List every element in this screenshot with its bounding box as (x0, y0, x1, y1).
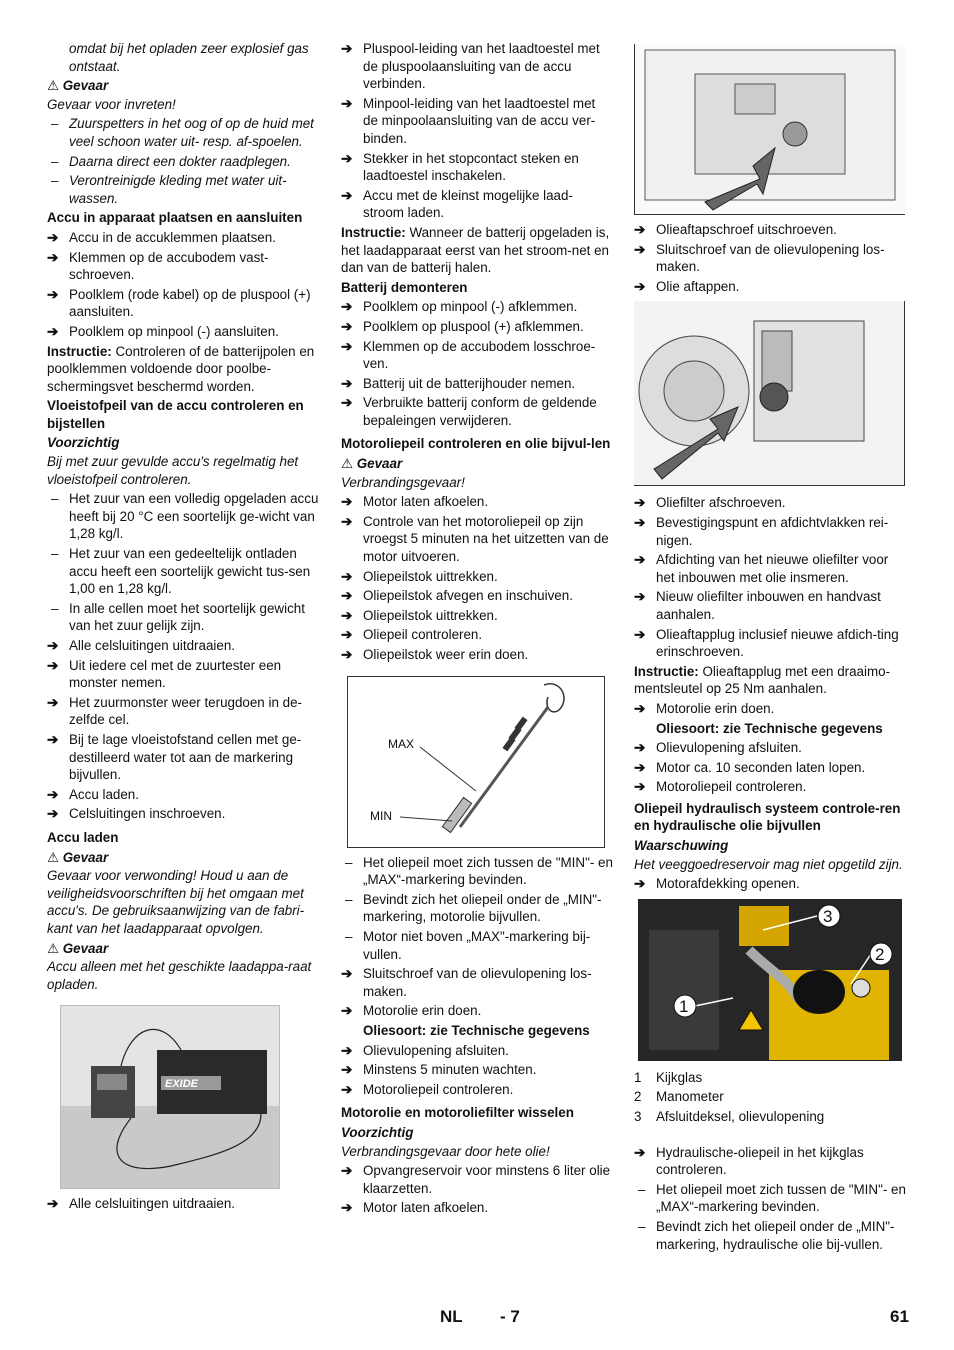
step-item (341, 375, 613, 393)
arrow-icon: ➔ (47, 249, 59, 265)
arrow-icon: ➔ (341, 150, 353, 166)
item-text: Bevindt zich het oliepeil onder de „MIN"-markering, hydraulische olie bij-vullen. (656, 1219, 895, 1252)
arrow-icon: ➔ (634, 589, 646, 605)
footer-page-number: 61 (890, 1307, 909, 1326)
step-item (634, 514, 906, 549)
item-text: Het zuurmonster weer terugdoen in de-zelfde cel. (69, 694, 302, 728)
arrow-icon: ➔ (634, 759, 646, 775)
arrow-icon: ➔ (47, 323, 59, 339)
step-item (634, 778, 906, 796)
step-list (47, 1195, 323, 1213)
step-item (341, 40, 613, 93)
item-text: Oliepeilstok weer erin doen. (363, 647, 529, 662)
instruction-note: Instructie: Wanneer de batterij opgeladen is, het laadapparaat eerst van het stroom-net en dan van de batterij halen. (341, 224, 610, 276)
arrow-icon: ➔ (47, 1196, 59, 1212)
step-item (634, 551, 906, 586)
arrow-icon: ➔ (341, 494, 353, 510)
item-text: Sluitschroef van de olievulopening los-maken. (363, 966, 592, 999)
dash-list (47, 490, 323, 635)
arrow-icon: ➔ (341, 1200, 353, 1216)
step-item (634, 494, 906, 512)
item-text: Het zuur van een volledig opgeladen accu heeft bij 20 °C een soortelijk ge-wicht van 1,28 kg/l. (69, 491, 319, 542)
legend-item (634, 1108, 906, 1126)
dash-item (47, 172, 323, 207)
arrow-icon: ➔ (341, 299, 353, 315)
dash-icon: – (51, 491, 59, 507)
arrow-icon: ➔ (341, 1042, 353, 1058)
arrow-icon: ➔ (341, 318, 353, 334)
legend-number: 2 (634, 1089, 642, 1105)
caution-heading: Voorzichtig (341, 1124, 414, 1140)
dash-item (634, 1218, 906, 1253)
step-list (47, 637, 323, 823)
step-item (47, 229, 323, 247)
arrow-icon: ➔ (47, 229, 59, 245)
arrow-icon: ➔ (47, 638, 59, 653)
section-heading: Oliepeil hydraulisch systeem controle-ren en hydraulische olie bijvullen (634, 800, 901, 834)
arrow-icon: ➔ (341, 338, 353, 354)
oil-type-note: Oliesoort: zie Technische gegevens (656, 720, 883, 736)
warning-text: Gevaar voor invreten! (47, 96, 176, 112)
step-item (341, 513, 613, 566)
step-list (341, 1162, 613, 1217)
step-item (341, 1081, 613, 1099)
battery-brand-label: EXIDE (165, 1078, 199, 1091)
step-list (341, 493, 613, 663)
item-text: Opvangreservoir voor minstens 6 liter olie klaarzetten. (363, 1163, 611, 1196)
section-heading: Batterij demonteren (341, 279, 468, 295)
arrow-icon: ➔ (47, 806, 59, 822)
item-text: Stekker in het stopcontact steken en laadtoestel inschakelen. (363, 150, 579, 184)
legend-item (634, 1088, 906, 1106)
dash-icon: – (345, 891, 353, 907)
step-item (47, 805, 323, 823)
step-item (341, 626, 613, 644)
column-1 (47, 40, 323, 1215)
arrow-icon: ➔ (634, 626, 646, 642)
item-text: In alle cellen moet het soortelijk gewicht van het zuur gelijk zijn. (69, 600, 305, 634)
step-item (341, 187, 613, 222)
footer-local-page: - 7 (500, 1307, 520, 1326)
drain-plug-drawing (634, 44, 905, 215)
arrow-icon: ➔ (634, 876, 646, 892)
arrow-icon: ➔ (341, 513, 353, 529)
dash-item (47, 115, 323, 150)
instruction-note: Instructie: Olieaftapplug met een draaimo-mentsleutel op 25 Nm aanhalen. (634, 663, 891, 697)
item-text: Bevestigingspunt en afdichtvlakken rei-nigen. (656, 514, 889, 548)
dash-icon: – (51, 546, 59, 562)
caution-text: Verbrandingsgevaar door hete olie! (341, 1143, 550, 1159)
arrow-icon: ➔ (634, 495, 646, 511)
step-item (341, 394, 613, 429)
legend-number: 1 (634, 1069, 642, 1085)
arrow-icon: ➔ (341, 1062, 353, 1078)
dipstick-figure (347, 676, 605, 848)
item-text: Motor niet boven „MAX"-markering bij-vullen. (363, 928, 591, 962)
item-text: Motorafdekking openen. (656, 876, 800, 892)
step-list (341, 965, 613, 1020)
item-text: Daarna direct een dokter raadplegen. (69, 153, 291, 169)
item-text: Minstens 5 minuten wachten. (363, 1062, 537, 1078)
item-text: Accu met de kleinst mogelijke laad-stroom laden. (363, 187, 573, 221)
legend-text: Afsluitdeksel, olievulopening (656, 1109, 825, 1125)
column-2 (341, 40, 613, 1219)
arrow-icon: ➔ (47, 786, 59, 802)
step-item (341, 1162, 613, 1197)
arrow-icon: ➔ (47, 694, 59, 710)
step-item (47, 323, 323, 341)
item-text: Motor ca. 10 seconden laten lopen. (656, 759, 866, 775)
column-3 (634, 44, 906, 1255)
section-heading: Motorolie en motoroliefilter wisselen (341, 1105, 574, 1121)
item-text: Sluitschroef van de olievulopening los-maken. (656, 241, 885, 275)
step-item (341, 1042, 613, 1060)
dash-item (341, 891, 613, 926)
item-text: Olievulopening afsluiten. (363, 1042, 509, 1058)
step-item (634, 278, 906, 296)
item-text: Hydraulische-oliepeil in het kijkglas controleren. (656, 1144, 864, 1178)
warning-text: Gevaar voor verwonding! Houd u aan de veiligheidsvoorschriften bij het omgaan met accu's. De gebruiksaanwijzing van de fabri-kant van het laadapparaat opvolgen. (47, 868, 305, 936)
item-text: Accu laden. (69, 786, 139, 802)
dash-item (634, 1181, 906, 1216)
dash-item (47, 490, 323, 543)
arrow-icon: ➔ (341, 588, 353, 604)
caution-text: Bij met zuur gevulde accu's regelmatig het vloeistofpeil controleren. (47, 454, 299, 487)
section-heading: Accu in apparaat plaatsen en aansluiten (47, 210, 303, 226)
item-text: Het zuur van een gedeeltelijk ontladen accu heeft een soortelijk gewicht tus-sen 1,00 en 1,28 kg/l. (69, 546, 311, 597)
arrow-icon: ➔ (341, 187, 353, 203)
step-item (634, 759, 906, 777)
callout-3: 3 (823, 906, 833, 926)
item-text: Motoroliepeil controleren. (363, 1081, 514, 1097)
instruction-note: Instructie: Controleren of de batterijpolen en poolklemmen voldoende door poolbe-schermingsvet beschermd worden. (47, 343, 315, 394)
step-item (634, 588, 906, 623)
callout-2: 2 (875, 944, 885, 964)
item-text: Poolklem (rode kabel) op de pluspool (+) aansluiten. (69, 286, 311, 320)
item-text: Olieaftapplug inclusief nieuwe afdich-ting erinschroeven. (656, 626, 899, 660)
step-item (47, 249, 323, 284)
legend-text: Kijkglas (656, 1069, 703, 1085)
arrow-icon: ➔ (341, 1003, 353, 1019)
step-list (341, 40, 613, 222)
step-item (47, 1195, 323, 1213)
section-heading: Vloeistofpeil van de accu controleren en bijstellen (47, 398, 304, 431)
step-item (47, 637, 323, 655)
step-item (47, 657, 323, 692)
item-text: Alle celsluitingen uitdraaien. (69, 1196, 235, 1212)
item-text: Oliepeilstok uittrekken. (363, 607, 498, 623)
step-item (341, 318, 613, 336)
arrow-icon: ➔ (341, 41, 353, 56)
dash-icon: – (638, 1181, 646, 1197)
step-item (341, 607, 613, 625)
item-text: Oliepeilstok afvegen en inschuiven. (363, 588, 573, 604)
arrow-icon: ➔ (634, 514, 646, 530)
arrow-icon: ➔ (47, 657, 59, 673)
item-text: Oliepeil controleren. (363, 627, 483, 643)
arrow-icon: ➔ (341, 395, 353, 411)
dash-icon: – (345, 854, 353, 870)
arrow-icon: ➔ (341, 1081, 353, 1097)
legend-number: 3 (634, 1109, 642, 1125)
arrow-icon: ➔ (47, 286, 59, 302)
step-item (634, 875, 906, 893)
step-list (341, 298, 613, 429)
arrow-icon: ➔ (634, 241, 646, 257)
item-text: Olie aftappen. (656, 278, 740, 294)
step-item (634, 626, 906, 661)
dash-icon: – (51, 153, 59, 169)
intro-text: omdat bij het opladen zeer explosief gas ontstaat. (69, 41, 309, 74)
step-item (634, 241, 906, 276)
warning-icon: ⚠ (47, 78, 60, 94)
dash-list (47, 115, 323, 207)
step-item (341, 646, 613, 664)
figure-legend (634, 1069, 906, 1126)
max-label: MAX (388, 736, 415, 751)
dash-item (341, 928, 613, 963)
step-item (341, 493, 613, 511)
item-text: Olievulopening afsluiten. (656, 740, 802, 756)
step-item (47, 731, 323, 784)
step-item (341, 568, 613, 586)
item-text: Accu in de accuklemmen plaatsen. (69, 229, 276, 245)
warning-icon: ⚠ (47, 940, 60, 956)
arrow-icon: ➔ (341, 647, 353, 662)
item-text: Verontreinigde kleding met water uit-wassen. (69, 173, 287, 206)
step-item (341, 965, 613, 1000)
item-text: Motorolie erin doen. (363, 1003, 482, 1019)
legend-text: Manometer (656, 1089, 724, 1105)
warning-heading: Waarschuwing (634, 838, 729, 854)
step-item (341, 298, 613, 316)
arrow-icon: ➔ (634, 552, 646, 568)
dash-list (341, 854, 613, 964)
step-item (47, 286, 323, 321)
arrow-icon: ➔ (634, 740, 646, 756)
item-text: Motor laten afkoelen. (363, 494, 489, 510)
arrow-icon: ➔ (341, 627, 353, 643)
dash-item (341, 854, 613, 889)
item-text: Celsluitingen inschroeven. (69, 806, 226, 822)
caution-heading: Voorzichtig (47, 435, 120, 451)
step-list (47, 229, 323, 341)
item-text: Minpool-leiding van het laadtoestel met de minpoolaansluiting van de accu ver-binden. (363, 95, 596, 146)
dash-icon: – (51, 173, 59, 189)
item-text: Controle van het motoroliepeil op zijn vroegst 5 minuten na het uitzetten van de motor uitvoeren. (363, 513, 609, 565)
section-heading: Motoroliepeil controleren en olie bijvul-len (341, 436, 611, 452)
warning-icon: ⚠ (47, 849, 60, 865)
step-list (634, 875, 906, 893)
item-text: Klemmen op de accubodem vast-schroeven. (69, 249, 269, 283)
warning-heading: ⚠ Gevaar (341, 456, 403, 472)
step-item (341, 1002, 613, 1020)
arrow-icon: ➔ (341, 95, 353, 111)
step-list (634, 739, 906, 796)
item-text: Verbruikte batterij conform de geldende bepaleingen verwijderen. (363, 395, 597, 428)
warning-heading: ⚠ Gevaar (47, 849, 109, 865)
item-text: Olieaftapschroef uitschroeven. (656, 222, 837, 237)
item-text: Poolklem op minpool (-) afklemmen. (363, 299, 578, 315)
item-text: Het oliepeil moet zich tussen de "MIN"- en „MAX“-markering bevinden. (656, 1181, 906, 1215)
item-text: Het oliepeil moet zich tussen de "MIN"- en „MAX“-markering bevinden. (363, 854, 613, 888)
dash-list (634, 1181, 906, 1253)
step-item (634, 221, 906, 239)
warning-heading: ⚠ Gevaar (47, 940, 109, 956)
item-text: Bevindt zich het oliepeil onder de „MIN"-markering, motorolie bijvullen. (363, 891, 602, 925)
item-text: Motor laten afkoelen. (363, 1200, 489, 1216)
step-item (341, 95, 613, 148)
arrow-icon: ➔ (341, 966, 353, 982)
dash-icon: – (638, 1219, 646, 1234)
step-list (634, 700, 906, 718)
item-text: Motoroliepeil controleren. (656, 779, 807, 795)
step-list (634, 494, 906, 660)
arrow-icon: ➔ (47, 731, 59, 747)
dash-icon: – (51, 116, 59, 132)
footer-language: NL (440, 1307, 463, 1326)
step-item (634, 1144, 906, 1179)
arrow-icon: ➔ (634, 278, 646, 294)
item-text: Bij te lage vloeistofstand cellen met ge-destilleerd water tot aan de markering bijvullen. (69, 731, 302, 783)
item-text: Alle celsluitingen uitdraaien. (69, 638, 235, 653)
dash-item (47, 600, 323, 635)
dash-icon: – (345, 928, 353, 944)
hydraulic-tank-photo (638, 899, 902, 1061)
step-list (341, 1042, 613, 1099)
warning-text: Accu alleen met het geschikte laadappa-raat opladen. (47, 959, 312, 992)
item-text: Afdichting van het nieuwe oliefilter voor het inbouwen met olie insmeren. (656, 552, 889, 585)
arrow-icon: ➔ (341, 568, 353, 584)
warning-heading: ⚠ Gevaar (47, 78, 109, 94)
step-list (634, 221, 906, 295)
step-item (341, 150, 613, 185)
item-text: Pluspool-leiding van het laadtoestel met de pluspoolaansluiting van de accu verbinden. (363, 41, 600, 92)
step-item (341, 1061, 613, 1079)
item-text: Zuurspetters in het oog of op de huid met veel schoon water uit- resp. af-spoelen. (69, 116, 314, 149)
item-text: Uit iedere cel met de zuurtester een monster nemen. (69, 657, 282, 691)
item-text: Klemmen op de accubodem losschroe-ven. (363, 338, 596, 372)
item-text: Oliepeilstok uittrekken. (363, 568, 498, 584)
callout-1: 1 (679, 996, 689, 1016)
warning-text: Het veeggoedreservoir mag niet opgetild zijn. (634, 856, 903, 872)
step-item (47, 694, 323, 729)
warning-text: Verbrandingsgevaar! (341, 474, 465, 490)
arrow-icon: ➔ (341, 1163, 353, 1179)
dash-item (47, 153, 323, 171)
warning-icon: ⚠ (341, 456, 354, 472)
item-text: Batterij uit de batterijhouder nemen. (363, 375, 576, 391)
arrow-icon: ➔ (634, 222, 646, 237)
min-label: MIN (370, 808, 392, 823)
item-text: Oliefilter afschroeven. (656, 495, 786, 511)
dash-item (47, 545, 323, 598)
arrow-icon: ➔ (634, 700, 646, 716)
section-heading: Accu laden (47, 829, 119, 845)
legend-item (634, 1069, 906, 1087)
dash-icon: – (51, 600, 59, 616)
item-text: Poolklem op minpool (-) aansluiten. (69, 323, 279, 339)
oil-type-note: Oliesoort: zie Technische gegevens (363, 1022, 590, 1038)
step-item (634, 739, 906, 757)
arrow-icon: ➔ (634, 1144, 646, 1160)
arrow-icon: ➔ (634, 779, 646, 795)
step-item (341, 587, 613, 605)
arrow-icon: ➔ (341, 375, 353, 391)
step-item (634, 700, 906, 718)
item-text: Motorolie erin doen. (656, 700, 775, 716)
arrow-icon: ➔ (341, 607, 353, 623)
step-item (47, 786, 323, 804)
item-text: Nieuw oliefilter inbouwen en handvast aanhalen. (656, 589, 881, 622)
item-text: Poolklem op pluspool (+) afklemmen. (363, 318, 584, 334)
battery-charger-photo (60, 1005, 280, 1189)
oil-filter-drawing (634, 301, 905, 486)
step-item (341, 1199, 613, 1217)
step-item (341, 338, 613, 373)
step-list (634, 1144, 906, 1179)
